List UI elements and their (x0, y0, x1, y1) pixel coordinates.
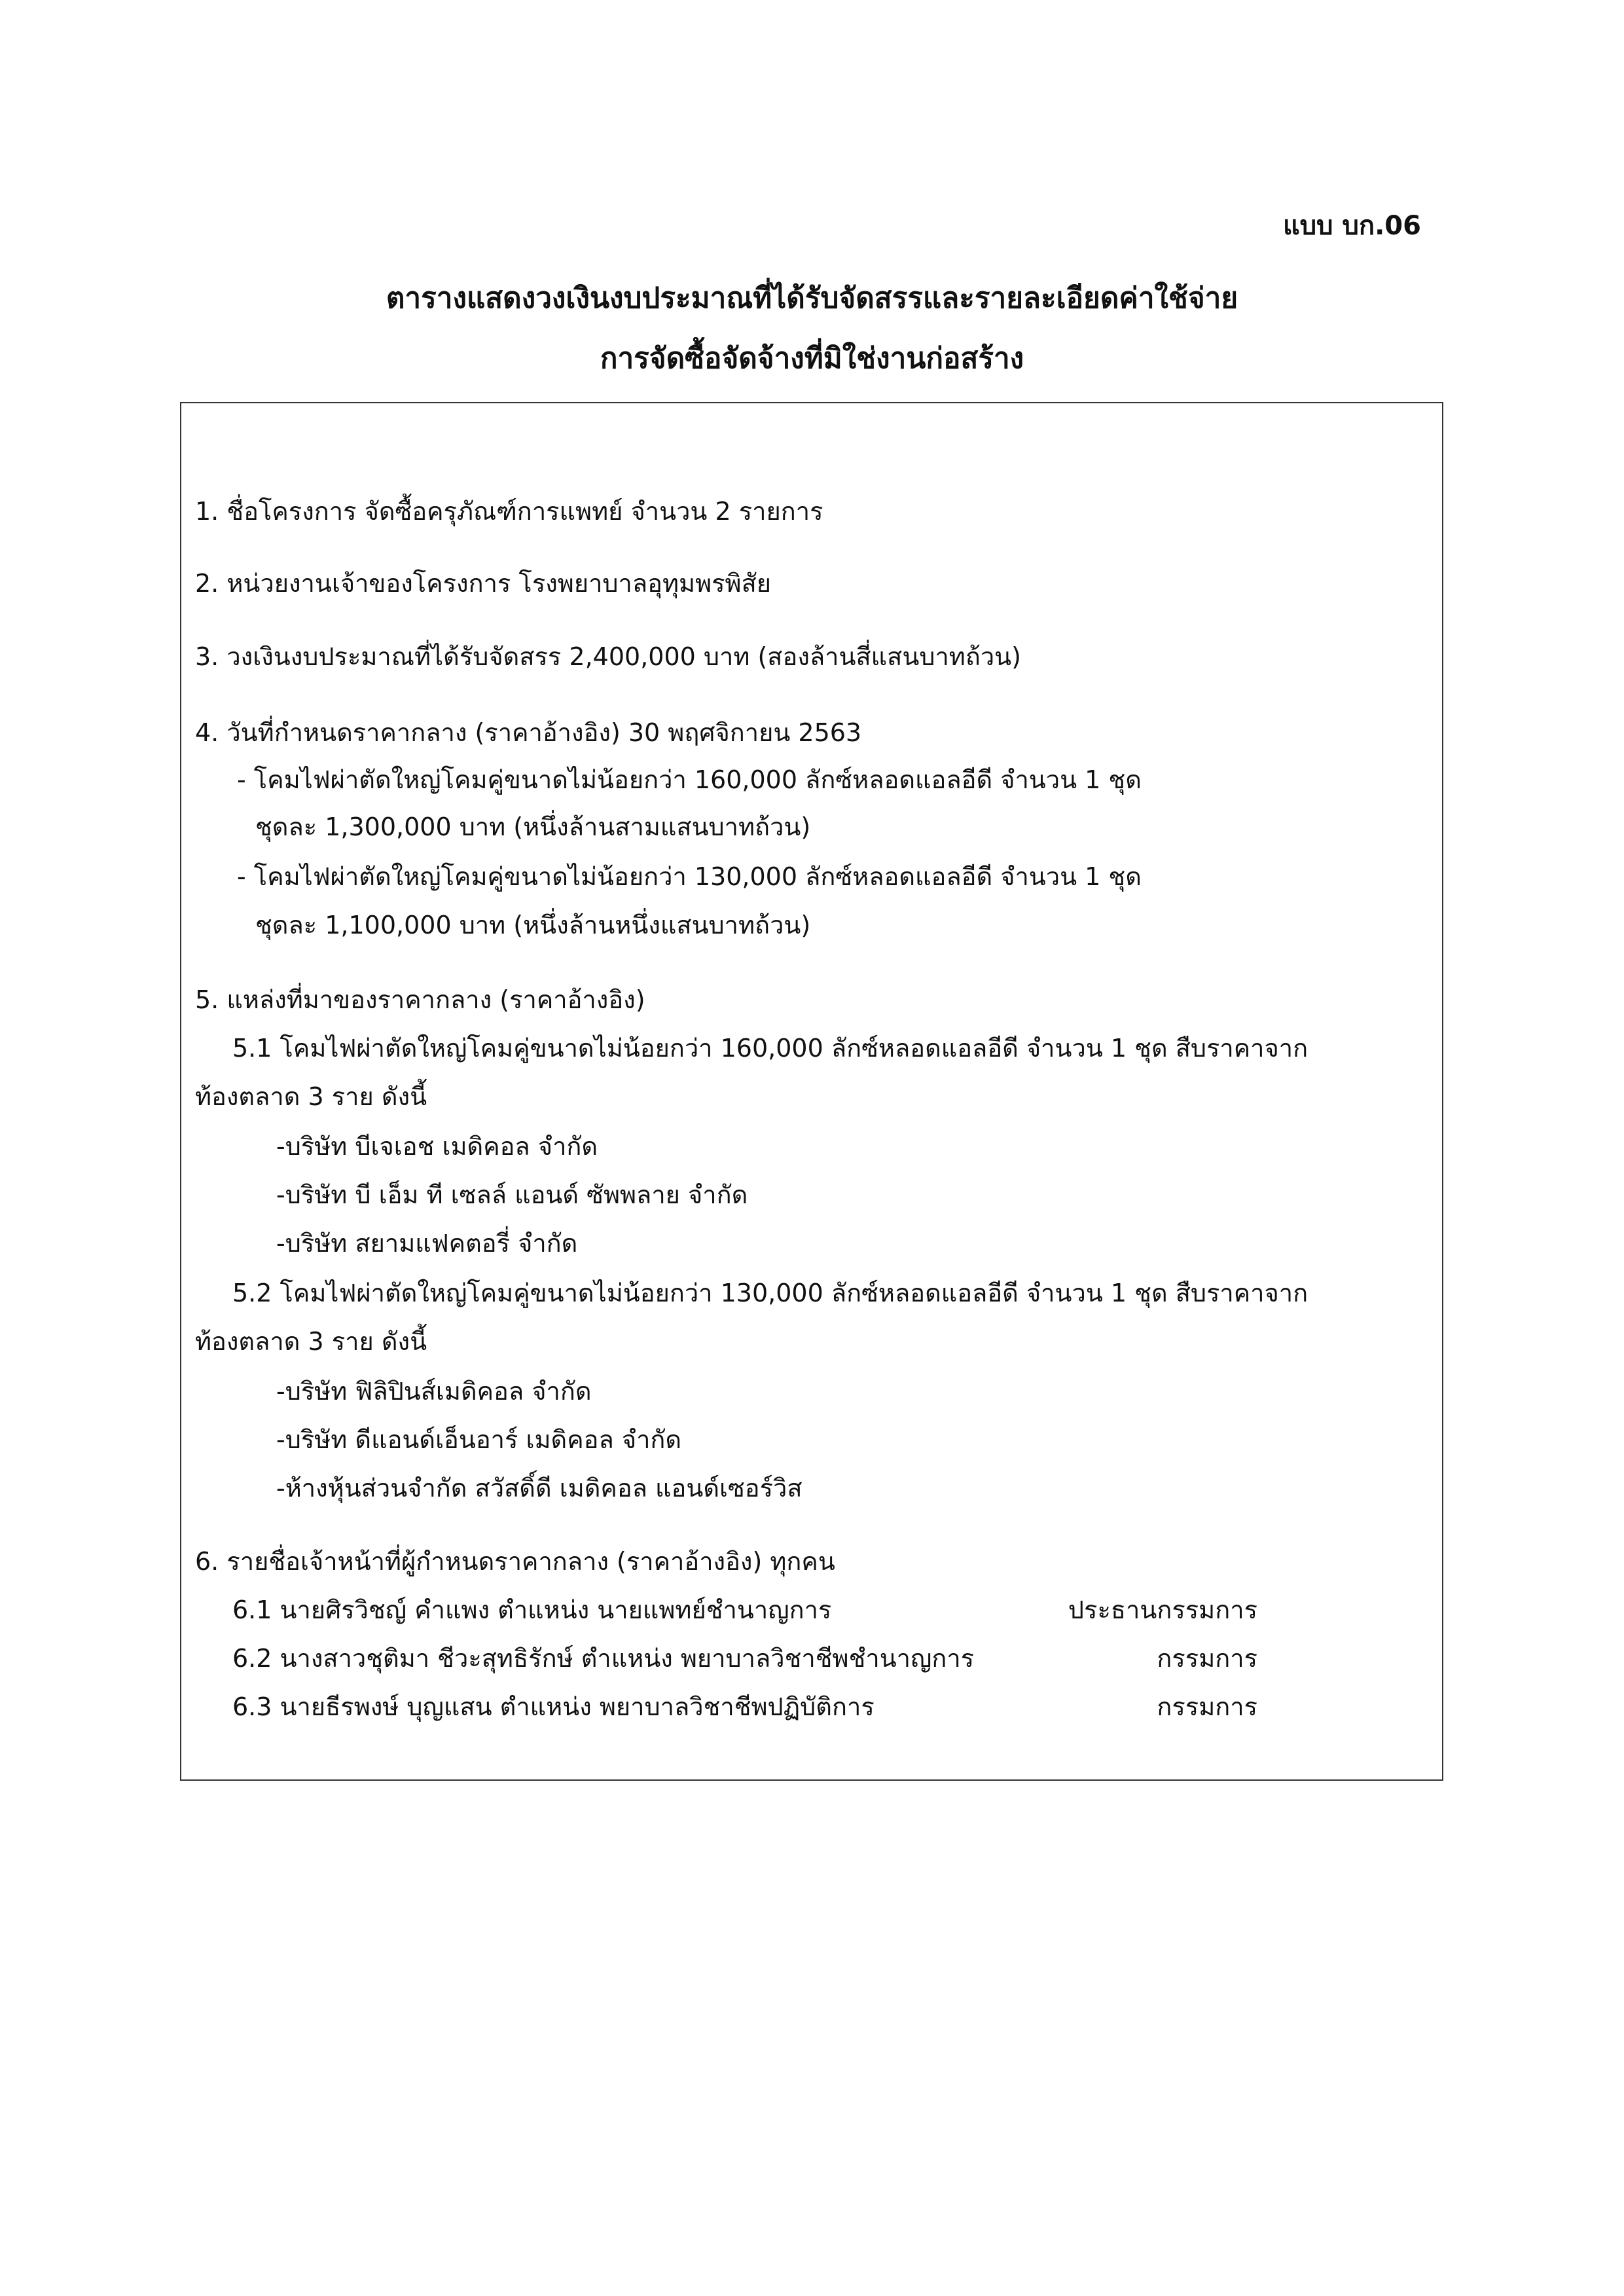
item-reference-a-line1: - โคมไฟผ่าตัดใหญ่โคมคู่ขนาดไม่น้อยกว่า 160,000 ลักซ์หลอดแอลอีดี จำนวน 1 ชุด (237, 765, 1142, 794)
item-reference-b-line2: ชุดละ 1,100,000 บาท (หนึ่งล้านหนึ่งแสนบาทถ้วน) (255, 911, 811, 939)
item-5-2-line2: ท้องตลาด 3 ราย ดังนี้ (195, 1327, 427, 1356)
item-project-name: 1. ชื่อโครงการ จัดซื้อครุภัณฑ์การแพทย์ จำนวน 2 รายการ (195, 497, 823, 526)
item-5-2-vendor-2: -บริษัท ดีแอนด์เอ็นอาร์ เมดิคอล จำกัด (276, 1425, 682, 1454)
item-price-source: 5. แหล่งที่มาของราคากลาง (ราคาอ้างอิง) (195, 985, 645, 1014)
item-5-2-vendor-1: -บริษัท ฟิลิปินส์เมดิคอล จำกัด (276, 1377, 592, 1406)
item-owner-agency: 2. หน่วยงานเจ้าของโครงการ โรงพยาบาลอุทุมพรพิสัย (195, 569, 772, 598)
document-title: ตารางแสดงวงเงินงบประมาณที่ได้รับจัดสรรและรายละเอียดค่าใช้จ่าย (386, 282, 1238, 315)
committee-member-3-role: กรรมการ (1157, 1692, 1257, 1721)
committee-member-2-role: กรรมการ (1157, 1644, 1257, 1673)
item-5-1-vendor-2: -บริษัท บี เอ็ม ที เซลล์ แอนด์ ซัพพลาย จำกัด (276, 1180, 748, 1209)
item-committee-heading: 6. รายชื่อเจ้าหน้าที่ผู้กำหนดราคากลาง (ราคาอ้างอิง) ทุกคน (195, 1547, 835, 1576)
document-subtitle: การจัดซื้อจัดจ้างที่มิใช่งานก่อสร้าง (600, 342, 1024, 375)
item-5-2-line1: 5.2 โคมไฟผ่าตัดใหญ่โคมคู่ขนาดไม่น้อยกว่า 130,000 ลักซ์หลอดแอลอีดี จำนวน 1 ชุด สืบราคาจาก (232, 1279, 1308, 1307)
item-reference-date: 4. วันที่กำหนดราคากลาง (ราคาอ้างอิง) 30 พฤศจิกายน 2563 (195, 718, 862, 747)
committee-member-3: 6.3 นายธีรพงษ์ บุญแสน ตำแหน่ง พยาบาลวิชาชีพปฏิบัติการ (232, 1692, 875, 1721)
committee-member-2: 6.2 นางสาวชุติมา ชีวะสุทธิรักษ์ ตำแหน่ง พยาบาลวิชาชีพชำนาญการ (232, 1644, 975, 1673)
item-5-1-vendor-1: -บริษัท บีเจเอช เมดิคอล จำกัด (276, 1132, 598, 1161)
item-5-1-vendor-3: -บริษัท สยามแฟคตอรี่ จำกัด (276, 1229, 578, 1258)
item-5-1-line1: 5.1 โคมไฟผ่าตัดใหญ่โคมคู่ขนาดไม่น้อยกว่า 160,000 ลักซ์หลอดแอลอีดี จำนวน 1 ชุด สืบราคาจาก (232, 1034, 1308, 1063)
item-5-1-line2: ท้องตลาด 3 ราย ดังนี้ (195, 1082, 427, 1111)
committee-member-1-role: ประธานกรรมการ (1068, 1595, 1257, 1624)
item-reference-b-line1: - โคมไฟผ่าตัดใหญ่โคมคู่ขนาดไม่น้อยกว่า 130,000 ลักซ์หลอดแอลอีดี จำนวน 1 ชุด (237, 862, 1142, 891)
item-budget: 3. วงเงินงบประมาณที่ได้รับจัดสรร 2,400,000 บาท (สองล้านสี่แสนบาทถ้วน) (195, 642, 1021, 671)
item-reference-a-line2: ชุดละ 1,300,000 บาท (หนึ่งล้านสามแสนบาทถ้วน) (255, 812, 811, 841)
form-code: แบบ บก.06 (1283, 211, 1421, 241)
committee-member-1: 6.1 นายศิรวิชญ์ คำแพง ตำแหน่ง นายแพทย์ชำนาญการ (232, 1595, 832, 1624)
item-5-2-vendor-3: -ห้างหุ้นส่วนจำกัด สวัสดิ์ดี เมดิคอล แอนด์เซอร์วิส (276, 1474, 803, 1503)
